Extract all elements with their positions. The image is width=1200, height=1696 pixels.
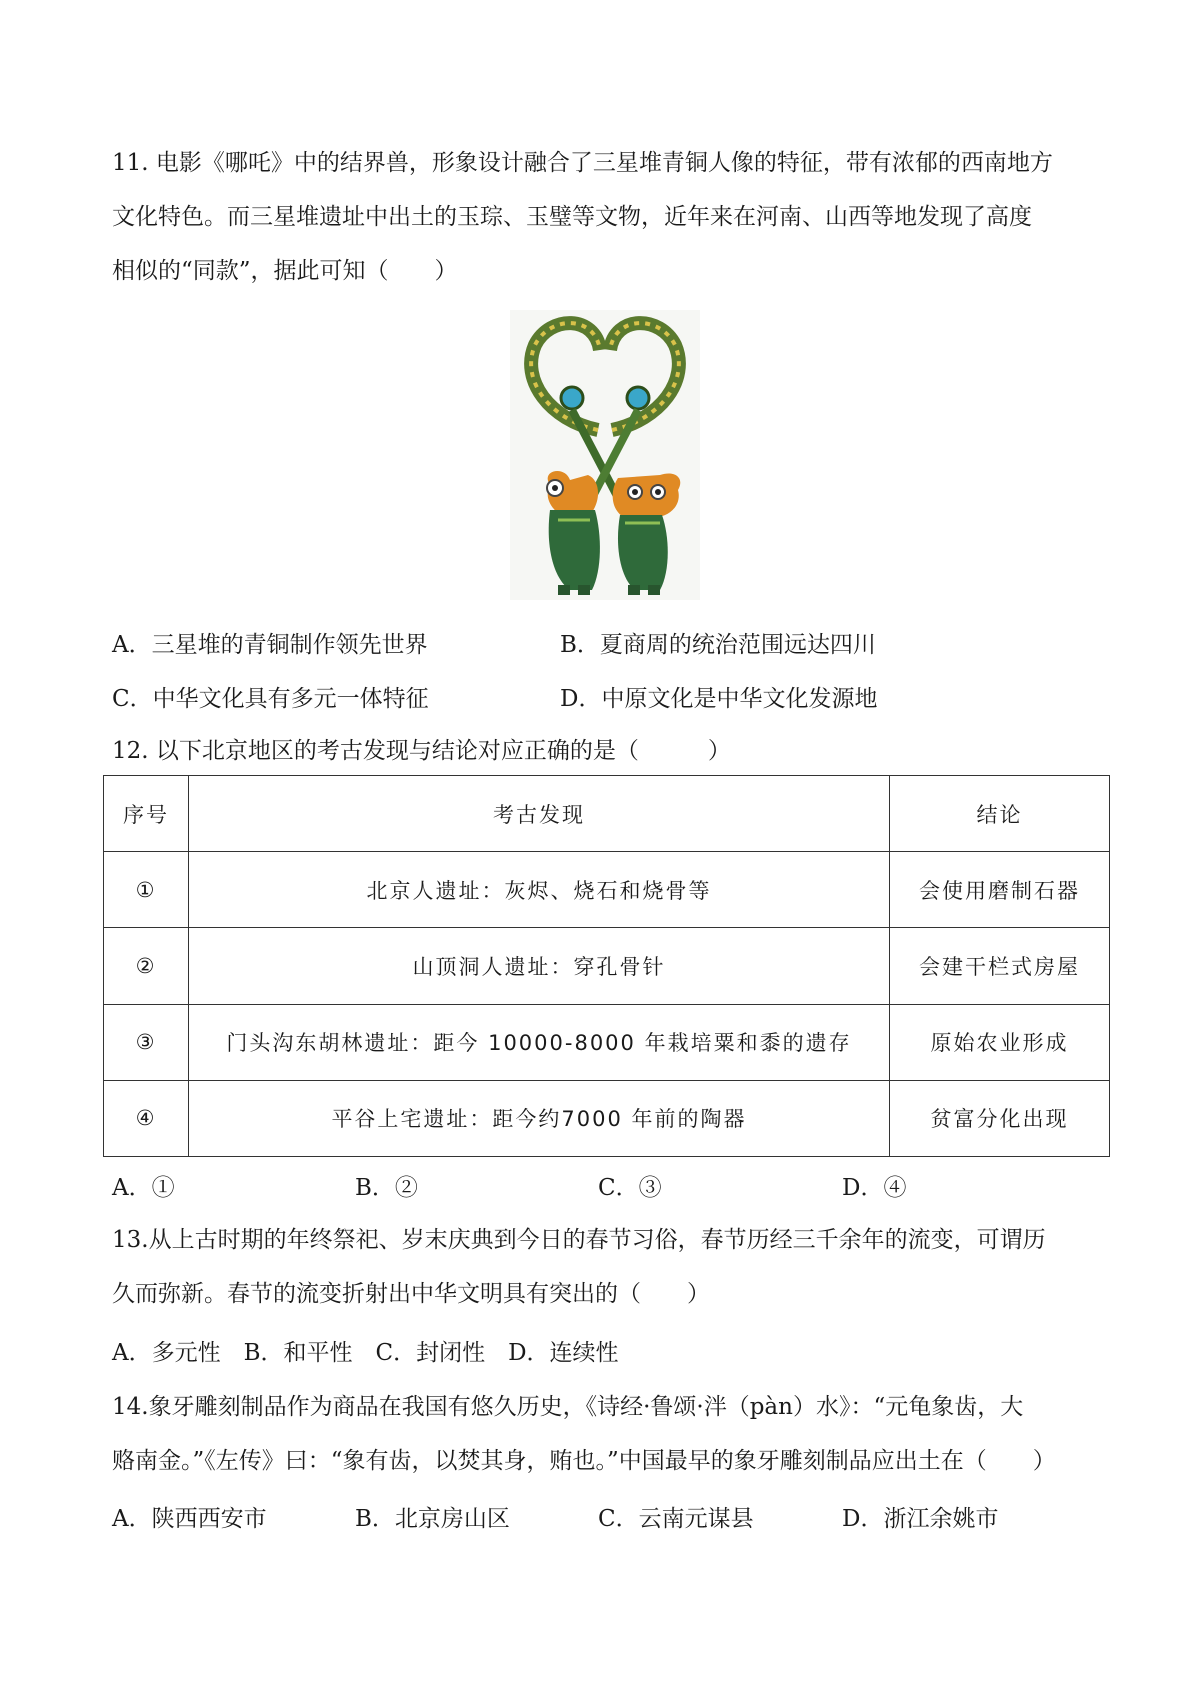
q12-option-d: D．④	[842, 1175, 907, 1201]
q12-stem: 12. 以下北京地区的考古发现与结论对应正确的是（ ）	[112, 738, 731, 764]
q12-option-c: C．③	[598, 1175, 662, 1201]
table-cell-index: ③	[104, 1004, 189, 1080]
table-header-row	[104, 776, 1110, 852]
q11-line-1: 11. 电影《哪吒》中的结界兽，形象设计融合了三星堆青铜人像的特征，带有浓郁的西南地方	[112, 150, 1053, 176]
table-cell-conclusion: 贫富分化出现	[890, 1080, 1110, 1156]
table-cell-index: ④	[104, 1080, 189, 1156]
q13-line-1: 13.从上古时期的年终祭祀、岁末庆典到今日的春节习俗，春节历经三千余年的流变，可谓历	[112, 1227, 1046, 1253]
table-cell-index: ①	[104, 852, 189, 928]
table-cell-index: ②	[104, 928, 189, 1004]
table-cell-conclusion: 会建干栏式房屋	[890, 928, 1110, 1004]
table-cell-finding: 平谷上宅遗址：距今约7000 年前的陶器	[189, 1080, 890, 1156]
q14-option-b: B．北京房山区	[355, 1506, 510, 1532]
table-header-cell: 结论	[890, 776, 1110, 852]
q11-option-b: B．夏商周的统治范围远达四川	[560, 632, 876, 658]
q11-option-a: A．三星堆的青铜制作领先世界	[112, 632, 428, 658]
q11-line-3: 相似的“同款”，据此可知（ ）	[112, 258, 458, 284]
table-row	[104, 1004, 1110, 1080]
q11-line-2: 文化特色。而三星堆遗址中出土的玉琮、玉璧等文物，近年来在河南、山西等地发现了高度	[112, 204, 1032, 230]
table-row	[104, 928, 1110, 1004]
table-cell-finding: 山顶洞人遗址：穿孔骨针	[189, 928, 890, 1004]
q14-option-d: D．浙江余姚市	[842, 1506, 999, 1532]
table-cell-conclusion: 会使用磨制石器	[890, 852, 1110, 928]
jiejieshou-illustration	[510, 310, 700, 600]
table-row	[104, 1080, 1110, 1156]
table-cell-finding: 北京人遗址：灰烬、烧石和烧骨等	[189, 852, 890, 928]
q14-option-a: A．陕西西安市	[112, 1506, 267, 1532]
archaeology-table	[103, 775, 1110, 1157]
q12-option-a: A．①	[112, 1175, 175, 1201]
table-cell-finding: 门头沟东胡林遗址：距今 10000-8000 年栽培粟和黍的遗存	[189, 1004, 890, 1080]
q12-option-b: B．②	[355, 1175, 418, 1201]
q14-line-2: 赂南金。”《左传》曰：“象有齿，以焚其身，贿也。”中国最早的象牙雕刻制品应出土在（ ）	[112, 1448, 1056, 1474]
q14-line-1: 14.象牙雕刻制品作为商品在我国有悠久历史，《诗经·鲁颂·泮（pàn）水》：“元龟象齿，大	[112, 1394, 1024, 1420]
table-row	[104, 852, 1110, 928]
q14-option-c: C．云南元谋县	[598, 1506, 754, 1532]
q11-option-d: D．中原文化是中华文化发源地	[560, 686, 878, 712]
table-cell-conclusion: 原始农业形成	[890, 1004, 1110, 1080]
table-header-cell: 序号	[104, 776, 189, 852]
q13-options: A．多元性 B．和平性 C．封闭性 D．连续性	[112, 1340, 619, 1366]
q13-line-2: 久而弥新。春节的流变折射出中华文明具有突出的（ ）	[112, 1281, 710, 1307]
table-header-cell: 考古发现	[189, 776, 890, 852]
q11-option-c: C．中华文化具有多元一体特征	[112, 686, 429, 712]
